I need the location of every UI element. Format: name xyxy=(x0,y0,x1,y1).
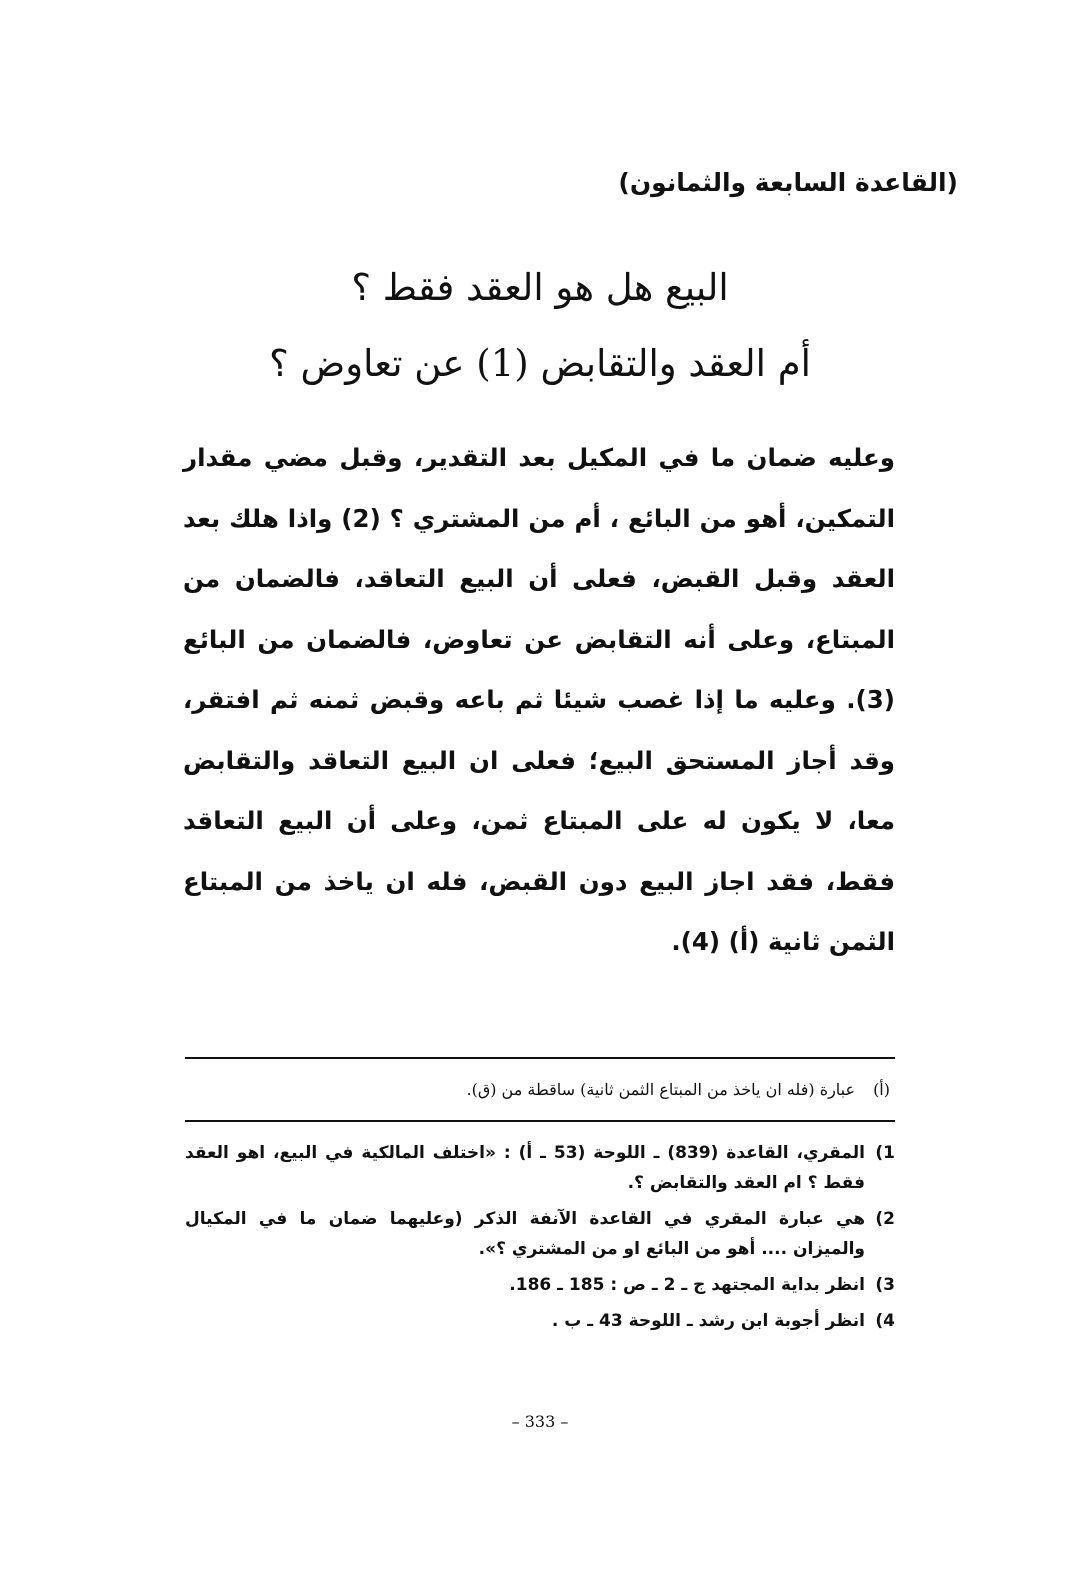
body-paragraph: وعليه ضمان ما في المكيل بعد التقدير، وقبل مضي مقدار التمكين، أهو من البائع ، أم من المشتري ؟ (2) واذا هلك بعد العقد وقبل القبض، فعلى أن البيع التعاقد، فالضمان من المبتاع، وعلى أنه التقابض عن تعاوض، فالضمان من البائع (3). وعليه ما إذا غصب شيئا ثم باعه وقبض ثمنه ثم افتقر، وقد أجاز المستحق البيع؛ فعلى ان البيع التعاقد والتقابض معا، لا يكون له على المبتاع ثمن، وعلى أن البيع التعاقد فقط، فقد اجاز البيع دون القبض، فله ان ياخذ من المبتاع الثمن ثانية (أ) (4). xyxy=(183,443,895,956)
footnote-number: 4) xyxy=(875,1311,895,1331)
footnote-item xyxy=(185,1204,895,1264)
footnote-divider-top xyxy=(185,1057,895,1059)
footnote-text: هي عبارة المقري في القاعدة الآنفة الذكر (وعليهما ضمان ما في المكيال والميزان .... أهو من البائع او من المشتري ؟». xyxy=(185,1209,865,1259)
section-heading: (القاعدة السابعة والثمانون) xyxy=(618,168,958,197)
footnote-text: انظر أجوبة ابن رشد ـ اللوحة 43 ـ ب . xyxy=(551,1311,865,1331)
footnote-item xyxy=(185,1306,895,1336)
footnote-text: انظر بداية المجتهد ج ـ 2 ـ ص : 185 ـ 186. xyxy=(509,1275,865,1295)
footnotes-list xyxy=(185,1138,895,1342)
rule-title xyxy=(0,250,1080,402)
footnote-divider-bottom xyxy=(185,1120,895,1122)
footnote-number: 1) xyxy=(875,1143,895,1163)
footnote-number: 2) xyxy=(875,1209,895,1229)
textual-variant-note xyxy=(466,1080,890,1099)
footnote-text: المقري، القاعدة (839) ـ اللوحة (53 ـ أ) : «اختلف المالكية في البيع، اهو العقد فقط ؟ ام العقد والتقابض ؟. xyxy=(185,1143,865,1193)
page-number: – 333 – xyxy=(511,1412,569,1431)
rule-title-line-1: البيع هل هو العقد فقط ؟ xyxy=(351,266,729,309)
variant-note-text: عبارة (فله ان ياخذ من المبتاع الثمن ثانية) ساقطة من (ق). xyxy=(466,1080,856,1099)
variant-note-marker: (أ) xyxy=(873,1080,890,1099)
footnote-item xyxy=(185,1270,895,1300)
footnote-item xyxy=(185,1138,895,1198)
rule-title-line-2: أم العقد والتقابض (1) عن تعاوض ؟ xyxy=(269,342,811,385)
footnote-number: 3) xyxy=(875,1275,895,1295)
